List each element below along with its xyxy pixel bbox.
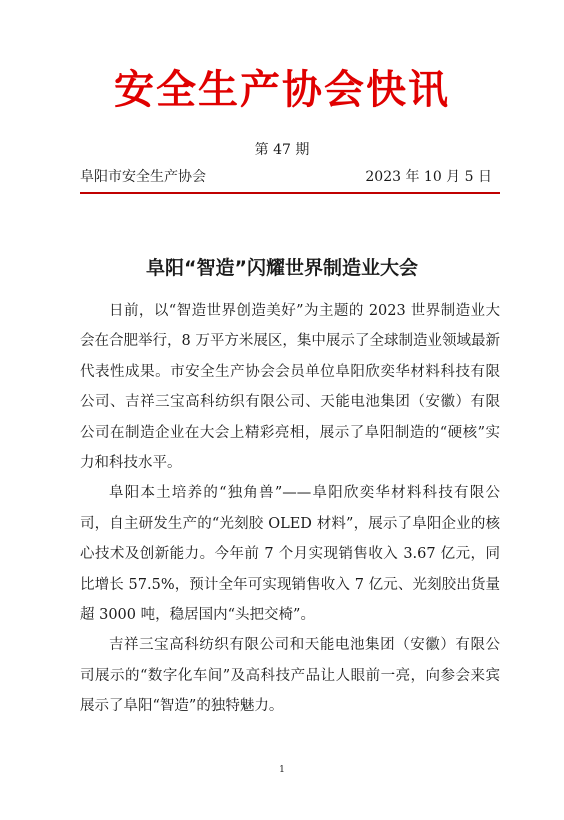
- article-body: [80, 296, 500, 722]
- issue-number: 第 47 期: [254, 142, 310, 158]
- article-paragraph: 阜阳本土培养的“独角兽”——阜阳欣奕华材料科技有限公司，自主研发生产的“光刻胶 OLED 材料”，展示了阜阳企业的核心技术及创新能力。今年前 7 个月实现销售收入 3.67 亿元，同比增长 57.5%，预计全年可实现销售收入 7 亿元、光刻胶出货量超 3000 吨，稳居国内“头把交椅”。: [80, 485, 500, 624]
- page-number: 1: [279, 765, 285, 775]
- organization-name: 阜阳市安全生产协会: [80, 169, 206, 185]
- header-divider: [80, 192, 500, 194]
- meta-row: [80, 165, 492, 189]
- masthead-title: 安全生产协会快讯: [114, 66, 450, 113]
- publish-date: 2023 年 10 月 5 日: [365, 169, 492, 185]
- article-paragraph: 日前，以“智造世界创造美好”为主题的 2023 世界制造业大会在合肥举行，8 万平方米展区，集中展示了全球制造业领域最新代表性成果。市安全生产协会会员单位阜阳欣奕华材料科技有限公司、吉祥三宝高科纺织有限公司、天能电池集团（安徽）有限公司在制造企业在大会上精彩亮相，展示了阜阳制造的“硬核”实力和科技水平。: [80, 303, 500, 472]
- article-paragraph: 吉祥三宝高科纺织有限公司和天能电池集团（安徽）有限公司展示的“数字化车间”及高科技产品让人眼前一亮，向参会来宾展示了阜阳“智造”的独特魅力。: [80, 637, 500, 715]
- article-title: 阜阳“智造”闪耀世界制造业大会: [146, 257, 418, 279]
